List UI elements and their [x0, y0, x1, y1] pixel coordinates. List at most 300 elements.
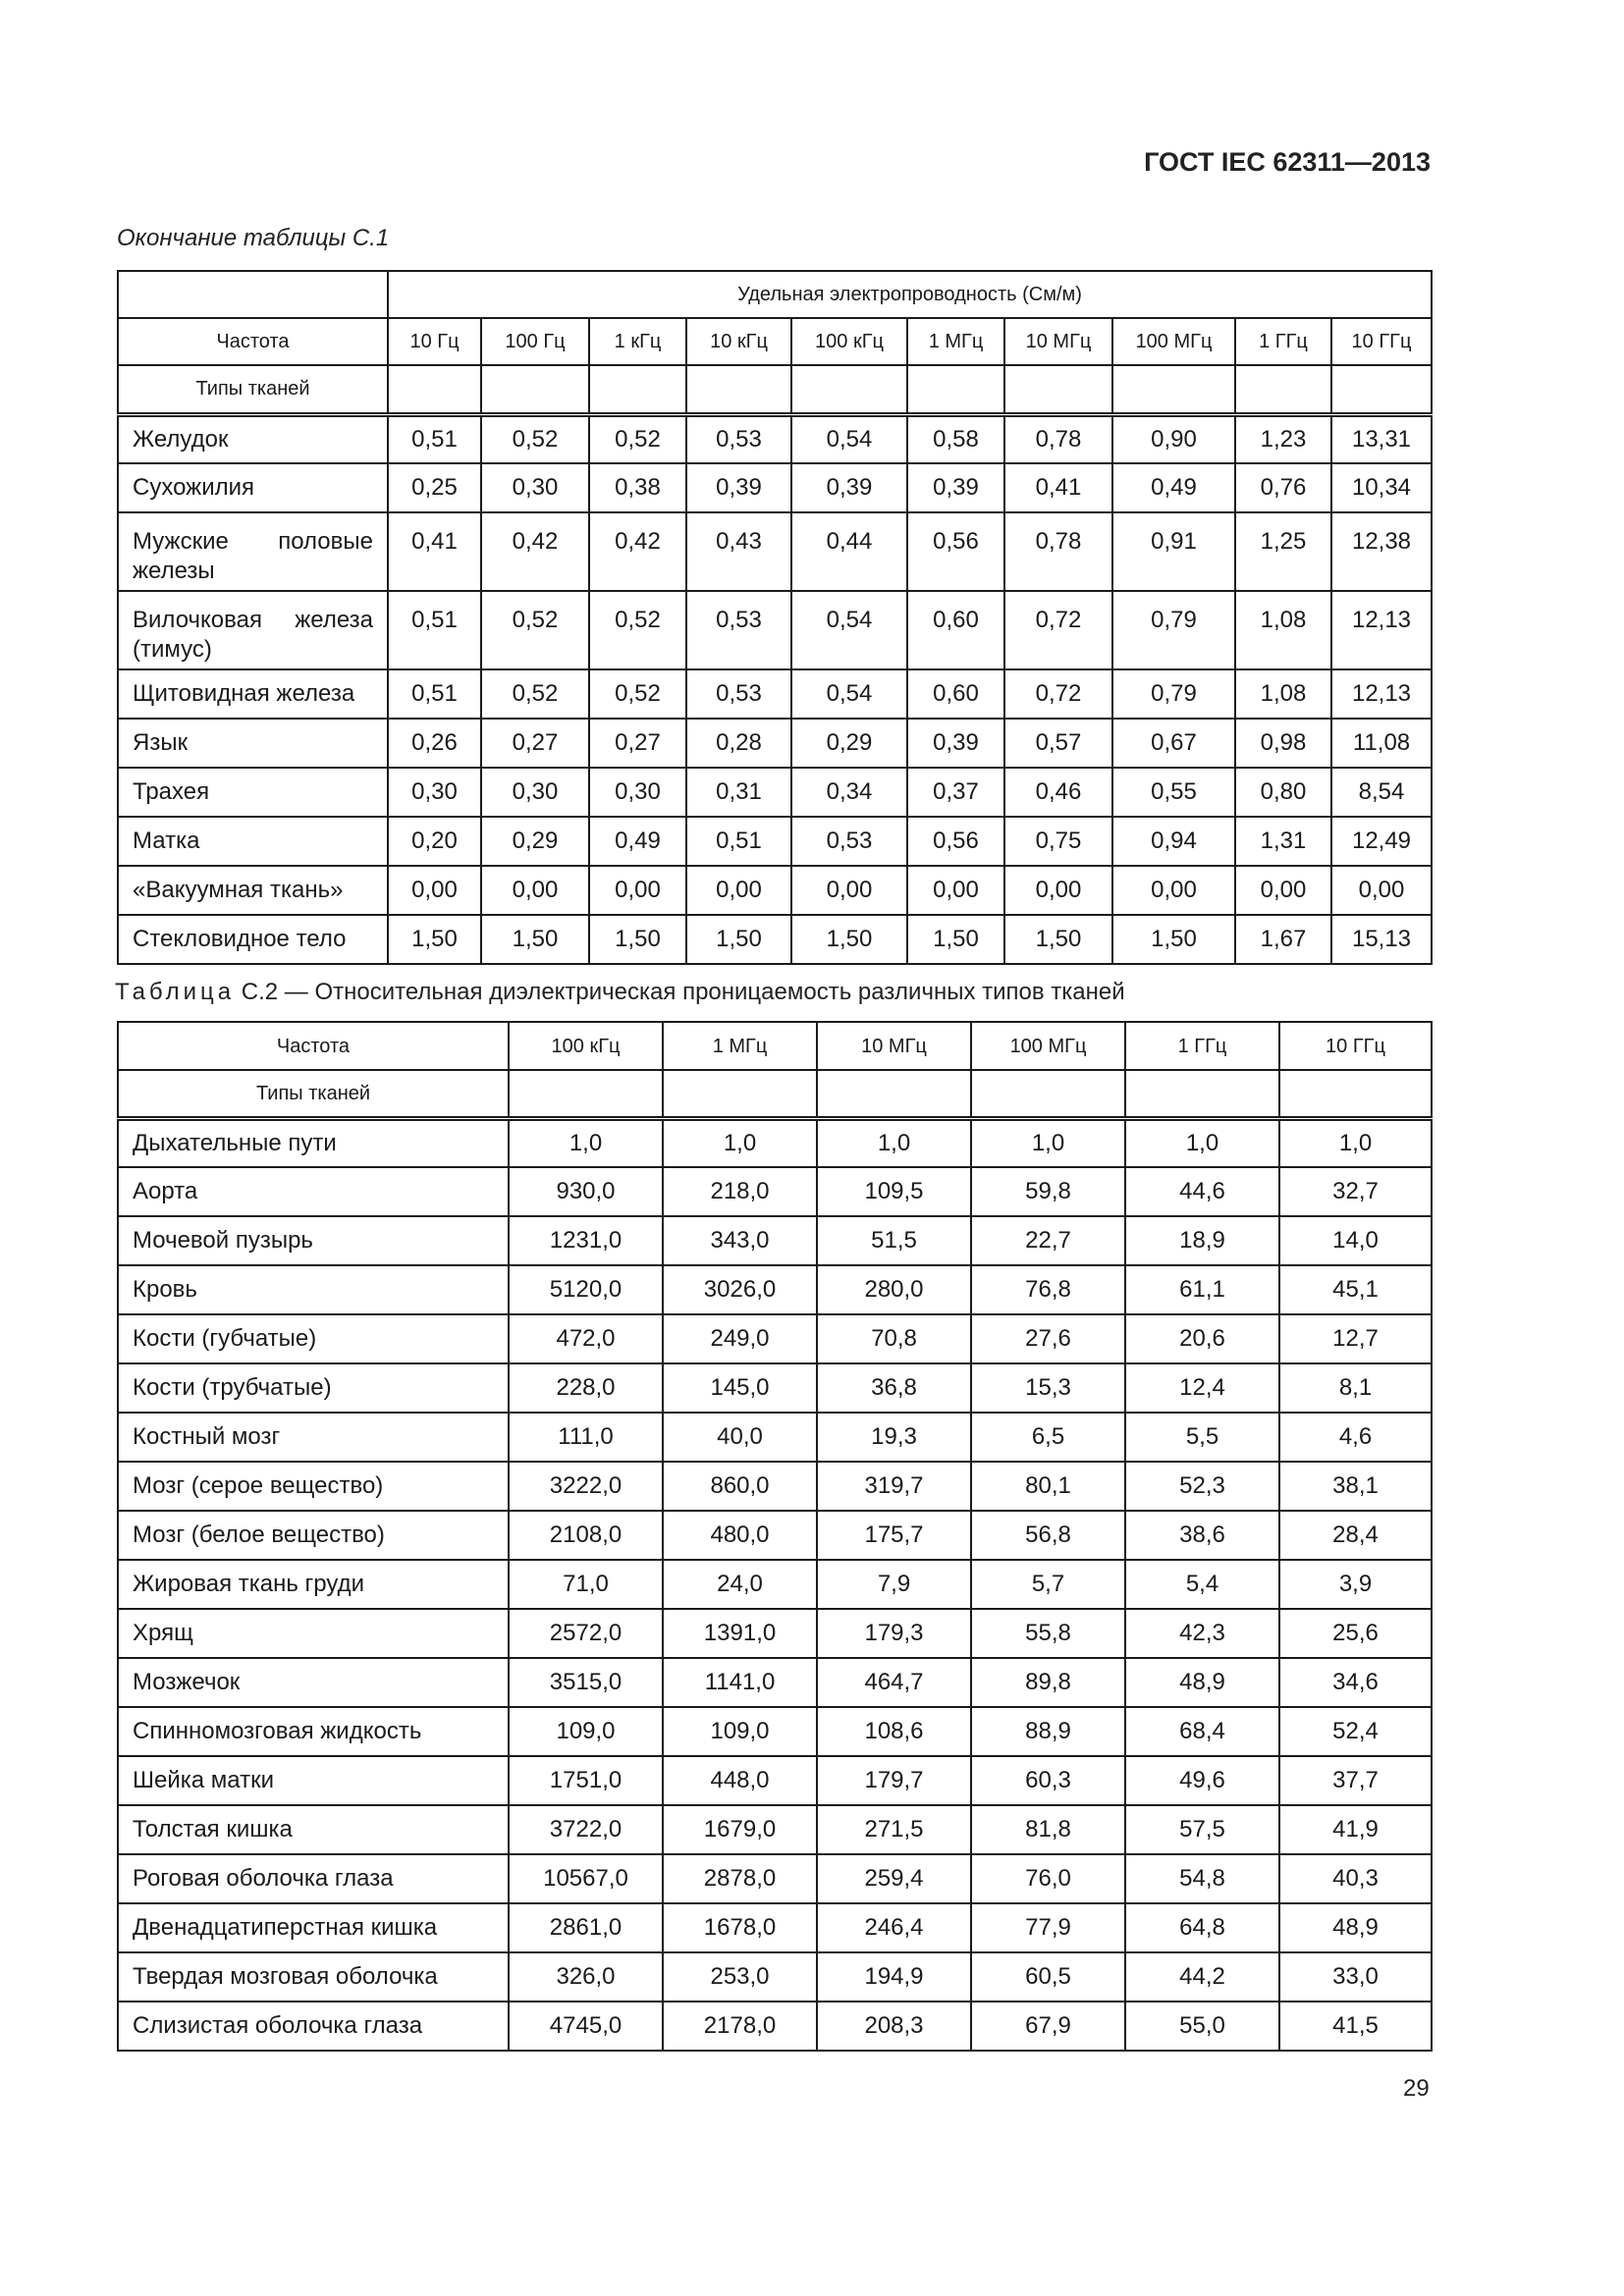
- value-cell: 64,8: [1125, 1903, 1279, 1952]
- permittivity-table: [117, 1021, 1433, 2052]
- value-cell: 0,39: [791, 463, 907, 512]
- table-row: [118, 1854, 1432, 1903]
- table-row: [118, 1903, 1432, 1952]
- value-cell: 472,0: [509, 1314, 663, 1363]
- value-cell: 0,49: [1112, 463, 1235, 512]
- value-cell: 464,7: [817, 1658, 971, 1707]
- empty-header-cell: [791, 365, 907, 414]
- value-cell: 0,00: [1235, 866, 1331, 915]
- value-cell: 0,72: [1004, 591, 1112, 669]
- value-cell: 54,8: [1125, 1854, 1279, 1903]
- value-cell: 0,53: [791, 817, 907, 866]
- value-cell: 0,00: [1331, 866, 1432, 915]
- value-cell: 0,30: [481, 463, 589, 512]
- frequency-header-cell: 10 МГц: [1004, 318, 1112, 365]
- value-cell: 15,13: [1331, 915, 1432, 964]
- tissue-name-cell: Кости (губчатые): [118, 1314, 509, 1363]
- table-row: [118, 1413, 1432, 1462]
- value-cell: 0,30: [481, 768, 589, 817]
- table-row: [118, 1167, 1432, 1216]
- tissue-name-cell: Твердая мозговая оболочка: [118, 1952, 509, 2002]
- value-cell: 19,3: [817, 1413, 971, 1462]
- tissue-name-cell: Костный мозг: [118, 1413, 509, 1462]
- table-row: [118, 719, 1432, 768]
- table-row: [118, 915, 1432, 964]
- value-cell: 5,5: [1125, 1413, 1279, 1462]
- table-row: [118, 1314, 1432, 1363]
- frequency-header-cell: 100 кГц: [509, 1022, 663, 1070]
- value-cell: 259,4: [817, 1854, 971, 1903]
- value-cell: 89,8: [971, 1658, 1125, 1707]
- value-cell: 3722,0: [509, 1805, 663, 1854]
- value-cell: 33,0: [1279, 1952, 1432, 2002]
- value-cell: 0,67: [1112, 719, 1235, 768]
- value-cell: 249,0: [663, 1314, 817, 1363]
- value-cell: 57,5: [1125, 1805, 1279, 1854]
- value-cell: 0,20: [388, 817, 481, 866]
- table-row: [118, 768, 1432, 817]
- value-cell: 1,50: [907, 915, 1004, 964]
- tissue-name-cell: Толстая кишка: [118, 1805, 509, 1854]
- value-cell: 0,41: [388, 512, 481, 591]
- empty-header-cell: [1004, 365, 1112, 414]
- tissue-name-cell: Мозг (белое вещество): [118, 1511, 509, 1560]
- value-cell: 0,00: [481, 866, 589, 915]
- value-cell: 37,7: [1279, 1756, 1432, 1805]
- value-cell: 24,0: [663, 1560, 817, 1609]
- tissue-name-cell: Двенадцатиперстная кишка: [118, 1903, 509, 1952]
- frequency-label: Частота: [118, 318, 388, 365]
- value-cell: 0,31: [686, 768, 791, 817]
- value-cell: 0,53: [686, 414, 791, 463]
- value-cell: 3,9: [1279, 1560, 1432, 1609]
- value-cell: 271,5: [817, 1805, 971, 1854]
- empty-header-cell: [686, 365, 791, 414]
- value-cell: 12,4: [1125, 1363, 1279, 1413]
- empty-header-cell: [1331, 365, 1432, 414]
- table-row: [118, 1805, 1432, 1854]
- value-cell: 0,51: [388, 414, 481, 463]
- document-code: ГОСТ IEC 62311—2013: [1144, 147, 1431, 177]
- table-row: [118, 1118, 1432, 1167]
- value-cell: 38,1: [1279, 1462, 1432, 1511]
- tissue-name-cell: Шейка матки: [118, 1756, 509, 1805]
- value-cell: 1,0: [1125, 1118, 1279, 1167]
- conductivity-table: [117, 270, 1433, 965]
- table-row: [118, 866, 1432, 915]
- value-cell: 0,42: [481, 512, 589, 591]
- value-cell: 0,39: [686, 463, 791, 512]
- value-cell: 1679,0: [663, 1805, 817, 1854]
- table-row: [118, 1658, 1432, 1707]
- tissue-name-cell: Желудок: [118, 414, 388, 463]
- value-cell: 68,4: [1125, 1707, 1279, 1756]
- value-cell: 1,23: [1235, 414, 1331, 463]
- tissue-name-cell: Язык: [118, 719, 388, 768]
- value-cell: 480,0: [663, 1511, 817, 1560]
- empty-header-cell: [907, 365, 1004, 414]
- value-cell: 80,1: [971, 1462, 1125, 1511]
- table-row: [118, 463, 1432, 512]
- table-row: [118, 1756, 1432, 1805]
- table-row: [118, 1511, 1432, 1560]
- value-cell: 48,9: [1125, 1658, 1279, 1707]
- tissue-name-cell: Аорта: [118, 1167, 509, 1216]
- value-cell: 0,49: [589, 817, 686, 866]
- value-cell: 1,0: [971, 1118, 1125, 1167]
- table-row: [118, 1265, 1432, 1314]
- value-cell: 0,52: [481, 414, 589, 463]
- value-cell: 0,72: [1004, 669, 1112, 719]
- value-cell: 8,54: [1331, 768, 1432, 817]
- table-row: [118, 817, 1432, 866]
- tissue-name-cell: Кости (трубчатые): [118, 1363, 509, 1413]
- value-cell: 194,9: [817, 1952, 971, 2002]
- value-cell: 8,1: [1279, 1363, 1432, 1413]
- table-row: [118, 1609, 1432, 1658]
- value-cell: 1,50: [388, 915, 481, 964]
- value-cell: 0,53: [686, 591, 791, 669]
- value-cell: 0,91: [1112, 512, 1235, 591]
- value-cell: 1,50: [481, 915, 589, 964]
- value-cell: 145,0: [663, 1363, 817, 1413]
- value-cell: 28,4: [1279, 1511, 1432, 1560]
- value-cell: 0,80: [1235, 768, 1331, 817]
- value-cell: 60,3: [971, 1756, 1125, 1805]
- frequency-header-cell: 100 МГц: [1112, 318, 1235, 365]
- frequency-header-cell: 10 ГГц: [1331, 318, 1432, 365]
- value-cell: 1,0: [1279, 1118, 1432, 1167]
- table2-caption: [115, 979, 1125, 1006]
- value-cell: 0,58: [907, 414, 1004, 463]
- value-cell: 0,00: [791, 866, 907, 915]
- value-cell: 0,60: [907, 591, 1004, 669]
- value-cell: 111,0: [509, 1413, 663, 1462]
- tissue-name-cell: Вилочковая железа (тимус): [118, 591, 388, 669]
- value-cell: 109,0: [663, 1707, 817, 1756]
- empty-header-cell: [663, 1070, 817, 1118]
- value-cell: 0,90: [1112, 414, 1235, 463]
- value-cell: 4745,0: [509, 2002, 663, 2051]
- tissue-name-cell: «Вакуумная ткань»: [118, 866, 388, 915]
- value-cell: 343,0: [663, 1216, 817, 1265]
- table1-caption: Окончание таблицы С.1: [117, 225, 390, 251]
- value-cell: 13,31: [1331, 414, 1432, 463]
- value-cell: 0,27: [589, 719, 686, 768]
- value-cell: 0,00: [589, 866, 686, 915]
- value-cell: 2178,0: [663, 2002, 817, 2051]
- value-cell: 2108,0: [509, 1511, 663, 1560]
- value-cell: 71,0: [509, 1560, 663, 1609]
- frequency-header-cell: 100 Гц: [481, 318, 589, 365]
- value-cell: 0,00: [686, 866, 791, 915]
- empty-header-cell: [1125, 1070, 1279, 1118]
- tissue-name-cell: Роговая оболочка глаза: [118, 1854, 509, 1903]
- value-cell: 5,4: [1125, 1560, 1279, 1609]
- empty-header-cell: [388, 365, 481, 414]
- value-cell: 0,30: [589, 768, 686, 817]
- value-cell: 1391,0: [663, 1609, 817, 1658]
- value-cell: 42,3: [1125, 1609, 1279, 1658]
- value-cell: 48,9: [1279, 1903, 1432, 1952]
- table-row: [118, 414, 1432, 463]
- value-cell: 2861,0: [509, 1903, 663, 1952]
- value-cell: 7,9: [817, 1560, 971, 1609]
- value-cell: 76,8: [971, 1265, 1125, 1314]
- empty-header-cell: [509, 1070, 663, 1118]
- value-cell: 0,78: [1004, 512, 1112, 591]
- empty-header-cell: [1112, 365, 1235, 414]
- page-number: 29: [1403, 2075, 1430, 2102]
- empty-header-cell: [481, 365, 589, 414]
- value-cell: 0,56: [907, 817, 1004, 866]
- frequency-header-cell: 10 МГц: [817, 1022, 971, 1070]
- value-cell: 25,6: [1279, 1609, 1432, 1658]
- tissue-name-cell: Трахея: [118, 768, 388, 817]
- value-cell: 10,34: [1331, 463, 1432, 512]
- value-cell: 59,8: [971, 1167, 1125, 1216]
- group-header: Удельная электропроводность (См/м): [388, 271, 1432, 318]
- frequency-header-cell: 1 ГГц: [1235, 318, 1331, 365]
- frequency-header-cell: 1 кГц: [589, 318, 686, 365]
- value-cell: 67,9: [971, 2002, 1125, 2051]
- value-cell: 55,8: [971, 1609, 1125, 1658]
- tissue-name-cell: Мужские половые железы: [118, 512, 388, 591]
- tissue-types-label: Типы тканей: [118, 1070, 509, 1118]
- value-cell: 0,52: [589, 414, 686, 463]
- value-cell: 45,1: [1279, 1265, 1432, 1314]
- value-cell: 1,50: [686, 915, 791, 964]
- frequency-header-cell: 10 кГц: [686, 318, 791, 365]
- value-cell: 52,3: [1125, 1462, 1279, 1511]
- value-cell: 1,0: [509, 1118, 663, 1167]
- value-cell: 0,39: [907, 463, 1004, 512]
- table-row: [118, 669, 1432, 719]
- table-row: [118, 1560, 1432, 1609]
- value-cell: 0,29: [791, 719, 907, 768]
- value-cell: 108,6: [817, 1707, 971, 1756]
- frequency-header-cell: 100 МГц: [971, 1022, 1125, 1070]
- value-cell: 0,76: [1235, 463, 1331, 512]
- value-cell: 0,51: [388, 591, 481, 669]
- value-cell: 1,08: [1235, 591, 1331, 669]
- value-cell: 36,8: [817, 1363, 971, 1413]
- value-cell: 218,0: [663, 1167, 817, 1216]
- value-cell: 0,41: [1004, 463, 1112, 512]
- tissue-name-cell: Сухожилия: [118, 463, 388, 512]
- value-cell: 44,2: [1125, 1952, 1279, 2002]
- table-row: [118, 591, 1432, 669]
- value-cell: 0,79: [1112, 669, 1235, 719]
- value-cell: 0,25: [388, 463, 481, 512]
- value-cell: 1,08: [1235, 669, 1331, 719]
- tissue-name-cell: Спинномозговая жидкость: [118, 1707, 509, 1756]
- value-cell: 0,78: [1004, 414, 1112, 463]
- frequency-header-cell: 10 ГГц: [1279, 1022, 1432, 1070]
- value-cell: 319,7: [817, 1462, 971, 1511]
- value-cell: 27,6: [971, 1314, 1125, 1363]
- value-cell: 0,44: [791, 512, 907, 591]
- empty-header-cell: [971, 1070, 1125, 1118]
- value-cell: 0,42: [589, 512, 686, 591]
- value-cell: 81,8: [971, 1805, 1125, 1854]
- tissue-name-cell: Кровь: [118, 1265, 509, 1314]
- value-cell: 55,0: [1125, 2002, 1279, 2051]
- value-cell: 1,0: [817, 1118, 971, 1167]
- value-cell: 1231,0: [509, 1216, 663, 1265]
- value-cell: 60,5: [971, 1952, 1125, 2002]
- tissue-types-label: Типы тканей: [118, 365, 388, 414]
- value-cell: 52,4: [1279, 1707, 1432, 1756]
- value-cell: 3026,0: [663, 1265, 817, 1314]
- value-cell: 0,26: [388, 719, 481, 768]
- tissue-name-cell: Хрящ: [118, 1609, 509, 1658]
- value-cell: 0,53: [686, 669, 791, 719]
- value-cell: 15,3: [971, 1363, 1125, 1413]
- value-cell: 179,3: [817, 1609, 971, 1658]
- value-cell: 0,54: [791, 414, 907, 463]
- tissue-name-cell: Жировая ткань груди: [118, 1560, 509, 1609]
- value-cell: 12,49: [1331, 817, 1432, 866]
- value-cell: 228,0: [509, 1363, 663, 1413]
- value-cell: 22,7: [971, 1216, 1125, 1265]
- value-cell: 0,51: [686, 817, 791, 866]
- empty-header-cell: [1279, 1070, 1432, 1118]
- value-cell: 1,0: [663, 1118, 817, 1167]
- value-cell: 2572,0: [509, 1609, 663, 1658]
- value-cell: 0,28: [686, 719, 791, 768]
- frequency-header-cell: 1 МГц: [663, 1022, 817, 1070]
- value-cell: 56,8: [971, 1511, 1125, 1560]
- value-cell: 44,6: [1125, 1167, 1279, 1216]
- table-row: [118, 1952, 1432, 2002]
- value-cell: 0,34: [791, 768, 907, 817]
- value-cell: 109,0: [509, 1707, 663, 1756]
- value-cell: 0,52: [589, 591, 686, 669]
- value-cell: 0,00: [907, 866, 1004, 915]
- value-cell: 0,29: [481, 817, 589, 866]
- table-row: [118, 1707, 1432, 1756]
- value-cell: 12,13: [1331, 669, 1432, 719]
- table-row: [118, 2002, 1432, 2051]
- value-cell: 12,7: [1279, 1314, 1432, 1363]
- value-cell: 1,50: [791, 915, 907, 964]
- value-cell: 0,54: [791, 669, 907, 719]
- frequency-header-cell: 100 кГц: [791, 318, 907, 365]
- empty-header-cell: [817, 1070, 971, 1118]
- value-cell: 38,6: [1125, 1511, 1279, 1560]
- value-cell: 32,7: [1279, 1167, 1432, 1216]
- value-cell: 0,56: [907, 512, 1004, 591]
- value-cell: 20,6: [1125, 1314, 1279, 1363]
- value-cell: 0,00: [1004, 866, 1112, 915]
- tissue-name-cell: Стекловидное тело: [118, 915, 388, 964]
- value-cell: 4,6: [1279, 1413, 1432, 1462]
- value-cell: 2878,0: [663, 1854, 817, 1903]
- value-cell: 280,0: [817, 1265, 971, 1314]
- value-cell: 41,9: [1279, 1805, 1432, 1854]
- value-cell: 930,0: [509, 1167, 663, 1216]
- value-cell: 0,52: [481, 591, 589, 669]
- value-cell: 70,8: [817, 1314, 971, 1363]
- table-row: [118, 512, 1432, 591]
- empty-header-cell: [589, 365, 686, 414]
- value-cell: 0,75: [1004, 817, 1112, 866]
- value-cell: 326,0: [509, 1952, 663, 2002]
- frequency-header-cell: 1 МГц: [907, 318, 1004, 365]
- value-cell: 1,31: [1235, 817, 1331, 866]
- value-cell: 0,52: [481, 669, 589, 719]
- tissue-name-cell: Мочевой пузырь: [118, 1216, 509, 1265]
- value-cell: 860,0: [663, 1462, 817, 1511]
- value-cell: 0,43: [686, 512, 791, 591]
- value-cell: 5,7: [971, 1560, 1125, 1609]
- value-cell: 6,5: [971, 1413, 1125, 1462]
- value-cell: 0,39: [907, 719, 1004, 768]
- table-row: [118, 1216, 1432, 1265]
- value-cell: 34,6: [1279, 1658, 1432, 1707]
- empty-header-cell: [1235, 365, 1331, 414]
- value-cell: 179,7: [817, 1756, 971, 1805]
- value-cell: 0,30: [388, 768, 481, 817]
- table-row: [118, 1363, 1432, 1413]
- value-cell: 1,50: [1112, 915, 1235, 964]
- value-cell: 0,60: [907, 669, 1004, 719]
- frequency-header-cell: 10 Гц: [388, 318, 481, 365]
- value-cell: 0,55: [1112, 768, 1235, 817]
- value-cell: 1,25: [1235, 512, 1331, 591]
- value-cell: 0,57: [1004, 719, 1112, 768]
- value-cell: 0,38: [589, 463, 686, 512]
- table2-caption-label: Таблица: [115, 979, 236, 1005]
- blank-corner-cell: [118, 271, 388, 318]
- value-cell: 1,50: [1004, 915, 1112, 964]
- value-cell: 40,3: [1279, 1854, 1432, 1903]
- value-cell: 0,00: [1112, 866, 1235, 915]
- value-cell: 0,46: [1004, 768, 1112, 817]
- value-cell: 12,13: [1331, 591, 1432, 669]
- value-cell: 1678,0: [663, 1903, 817, 1952]
- value-cell: 51,5: [817, 1216, 971, 1265]
- tissue-name-cell: Слизистая оболочка глаза: [118, 2002, 509, 2051]
- value-cell: 175,7: [817, 1511, 971, 1560]
- value-cell: 0,51: [388, 669, 481, 719]
- value-cell: 3222,0: [509, 1462, 663, 1511]
- value-cell: 76,0: [971, 1854, 1125, 1903]
- frequency-label: Частота: [118, 1022, 509, 1070]
- value-cell: 14,0: [1279, 1216, 1432, 1265]
- value-cell: 0,98: [1235, 719, 1331, 768]
- value-cell: 12,38: [1331, 512, 1432, 591]
- value-cell: 0,27: [481, 719, 589, 768]
- value-cell: 10567,0: [509, 1854, 663, 1903]
- value-cell: 0,37: [907, 768, 1004, 817]
- frequency-header-cell: 1 ГГц: [1125, 1022, 1279, 1070]
- value-cell: 0,79: [1112, 591, 1235, 669]
- value-cell: 0,52: [589, 669, 686, 719]
- value-cell: 88,9: [971, 1707, 1125, 1756]
- value-cell: 1141,0: [663, 1658, 817, 1707]
- value-cell: 208,3: [817, 2002, 971, 2051]
- value-cell: 0,00: [388, 866, 481, 915]
- value-cell: 0,54: [791, 591, 907, 669]
- value-cell: 11,08: [1331, 719, 1432, 768]
- value-cell: 18,9: [1125, 1216, 1279, 1265]
- tissue-name-cell: Щитовидная железа: [118, 669, 388, 719]
- value-cell: 41,5: [1279, 2002, 1432, 2051]
- table-row: [118, 1462, 1432, 1511]
- value-cell: 5120,0: [509, 1265, 663, 1314]
